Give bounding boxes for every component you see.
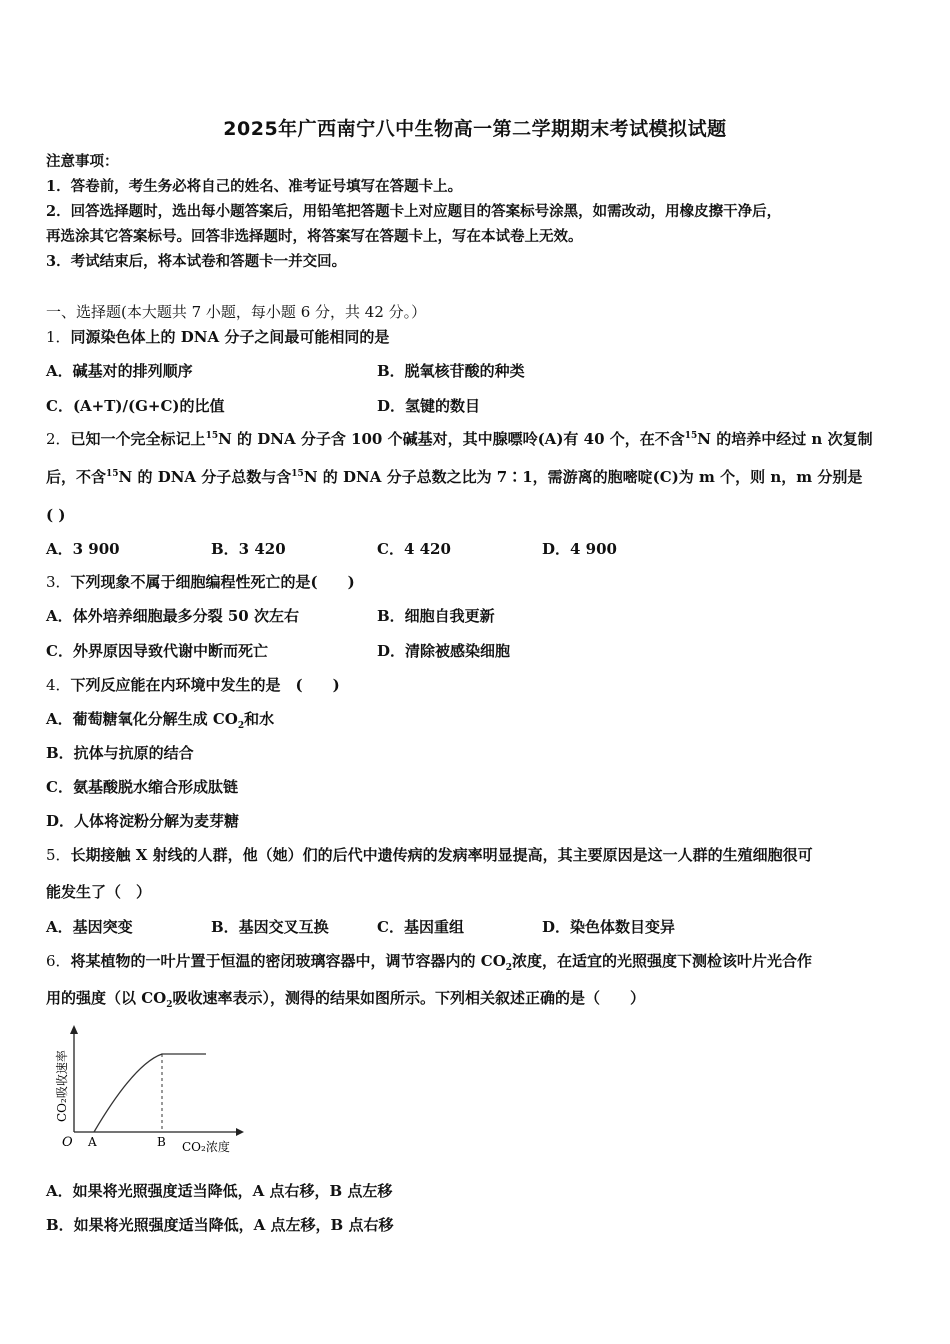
question-3-text: 下列现象不属于细胞编程性死亡的是( ) xyxy=(70,573,355,591)
question-4-option-a-tail: 和水 xyxy=(244,710,275,728)
section-heading: 一、选择题(本大题共 7 小题，每小题 6 分，共 42 分。） xyxy=(46,303,427,321)
notice-item-1: 1．答卷前，考生务必将自己的姓名、准考证号填写在答题卡上。 xyxy=(46,178,463,195)
question-4-number: 4． xyxy=(46,676,71,694)
question-2-option-a: A．3 900 xyxy=(46,540,120,558)
question-4-option-a xyxy=(46,709,274,729)
question-1-option-a: A．碱基对的排列顺序 xyxy=(46,362,193,380)
question-5-option-a: A．基因突变 xyxy=(46,918,133,936)
question-3-option-d: D．清除被感染细胞 xyxy=(377,642,511,660)
question-4-stem xyxy=(46,675,340,695)
question-5-option-c: C．基因重组 xyxy=(377,918,464,936)
question-2-text-6: N 的 DNA 分子总数之比为 7∶1，需游离的胞嘧啶(C)为 m 个，则 n，m 分别是 xyxy=(303,468,863,486)
question-6-option-b: B．如果将光照强度适当降低，A 点左移，B 点右移 xyxy=(46,1216,394,1234)
x-axis-arrow xyxy=(236,1128,244,1136)
co2-absorption-graph xyxy=(44,1022,244,1162)
question-2-line-1 xyxy=(46,429,873,449)
question-5-line-2: 能发生了（ ） xyxy=(46,883,152,901)
subscript-2: 2 xyxy=(505,963,513,973)
superscript-15: 15 xyxy=(205,431,219,441)
question-2-text-5: N 的 DNA 分子总数与含 xyxy=(118,468,292,486)
question-2-option-b: B．3 420 xyxy=(211,540,286,558)
question-5-text-1: 长期接触 X 射线的人群，他（她）们的后代中遗传病的发病率明显提高，其主要原因是这一人群的生殖细胞很可 xyxy=(70,846,813,864)
question-1-option-b: B．脱氧核苷酸的种类 xyxy=(377,362,525,380)
question-2-number: 2． xyxy=(46,430,71,448)
question-4-option-b: B．抗体与抗原的结合 xyxy=(46,744,194,762)
question-6-text-2: 浓度，在适宜的光照强度下测检该叶片光合作 xyxy=(512,952,813,970)
question-2-option-c: C．4 420 xyxy=(377,540,451,558)
question-1-text: 同源染色体上的 DNA 分子之间最可能相同的是 xyxy=(70,328,390,346)
y-axis-arrow xyxy=(70,1025,78,1034)
question-6-option-a: A．如果将光照强度适当降低，A 点右移，B 点左移 xyxy=(46,1182,393,1200)
question-6-text-1: 将某植物的一叶片置于恒温的密闭玻璃容器中，调节容器内的 CO xyxy=(70,952,506,970)
question-3-stem xyxy=(46,572,355,592)
notice-heading: 注意事项： xyxy=(46,153,119,170)
absorption-curve xyxy=(94,1054,206,1132)
question-2-text-3: N 的培养中经过 n 次复制 xyxy=(697,430,873,448)
question-2-option-d: D．4 900 xyxy=(542,540,617,558)
question-5-number: 5． xyxy=(46,846,71,864)
question-6-text-3: 用的强度（以 CO xyxy=(46,989,167,1007)
question-2-text-1: 已知一个完全标记上 xyxy=(70,430,206,448)
question-5-line-1 xyxy=(46,845,813,865)
question-1-option-c: C．(A+T)/(G+C)的比值 xyxy=(46,397,225,415)
question-6-line-1 xyxy=(46,951,812,971)
question-6-line-2 xyxy=(46,988,645,1008)
point-a-label: A xyxy=(88,1135,97,1149)
subscript-2: 2 xyxy=(166,1000,173,1010)
question-2-line-3: ( ) xyxy=(46,506,66,524)
superscript-15: 15 xyxy=(106,469,119,479)
x-axis-label: CO₂浓度 xyxy=(182,1140,230,1154)
question-4-text: 下列反应能在内环境中发生的是 ( ) xyxy=(70,676,340,694)
question-2-text-4: 后，不含 xyxy=(46,468,107,486)
question-3-option-a: A．体外培养细胞最多分裂 50 次左右 xyxy=(46,607,299,625)
origin-label: O xyxy=(62,1135,73,1150)
notice-item-2a: 2．回答选择题时，选出每小题答案后，用铅笔把答题卡上对应题目的答案标号涂黑，如需改动，用橡皮擦干净后， xyxy=(46,203,782,220)
question-2-text-2: N 的 DNA 分子含 100 个碱基对，其中腺嘌呤(A)有 40 个，在不含 xyxy=(218,430,685,448)
notice-item-3: 3．考试结束后，将本试卷和答题卡一并交回。 xyxy=(46,253,347,270)
superscript-15: 15 xyxy=(684,431,698,441)
question-2-line-2 xyxy=(46,467,862,487)
y-axis-label: CO₂吸收速率 xyxy=(55,1050,69,1122)
question-1-option-d: D．氢键的数目 xyxy=(377,397,481,415)
notice-item-2b: 再选涂其它答案标号。回答非选择题时，将答案写在答题卡上，写在本试卷上无效。 xyxy=(46,228,583,245)
question-3-number: 3． xyxy=(46,573,71,591)
question-6-number: 6． xyxy=(46,952,71,970)
page-title: 2025年广西南宁八中生物高一第二学期期末考试模拟试题 xyxy=(223,118,727,140)
superscript-15: 15 xyxy=(291,469,304,479)
question-1-stem xyxy=(46,327,389,347)
question-6-text-4: 吸收速率表示），测得的结果如图所示。下列相关叙述正确的是（ ） xyxy=(172,989,646,1007)
question-4-option-a-text: A．葡萄糖氧化分解生成 CO xyxy=(46,710,238,728)
question-5-option-b: B．基因交叉互换 xyxy=(211,918,329,936)
subscript-2: 2 xyxy=(237,721,245,731)
question-3-option-c: C．外界原因导致代谢中断而死亡 xyxy=(46,642,268,660)
question-4-option-c: C．氨基酸脱水缩合形成肽链 xyxy=(46,778,238,796)
question-4-option-d: D．人体将淀粉分解为麦芽糖 xyxy=(46,812,240,830)
question-1-number: 1． xyxy=(46,328,71,346)
point-b-label: B xyxy=(157,1135,166,1149)
question-3-option-b: B．细胞自我更新 xyxy=(377,607,495,625)
question-5-option-d: D．染色体数目变异 xyxy=(542,918,676,936)
